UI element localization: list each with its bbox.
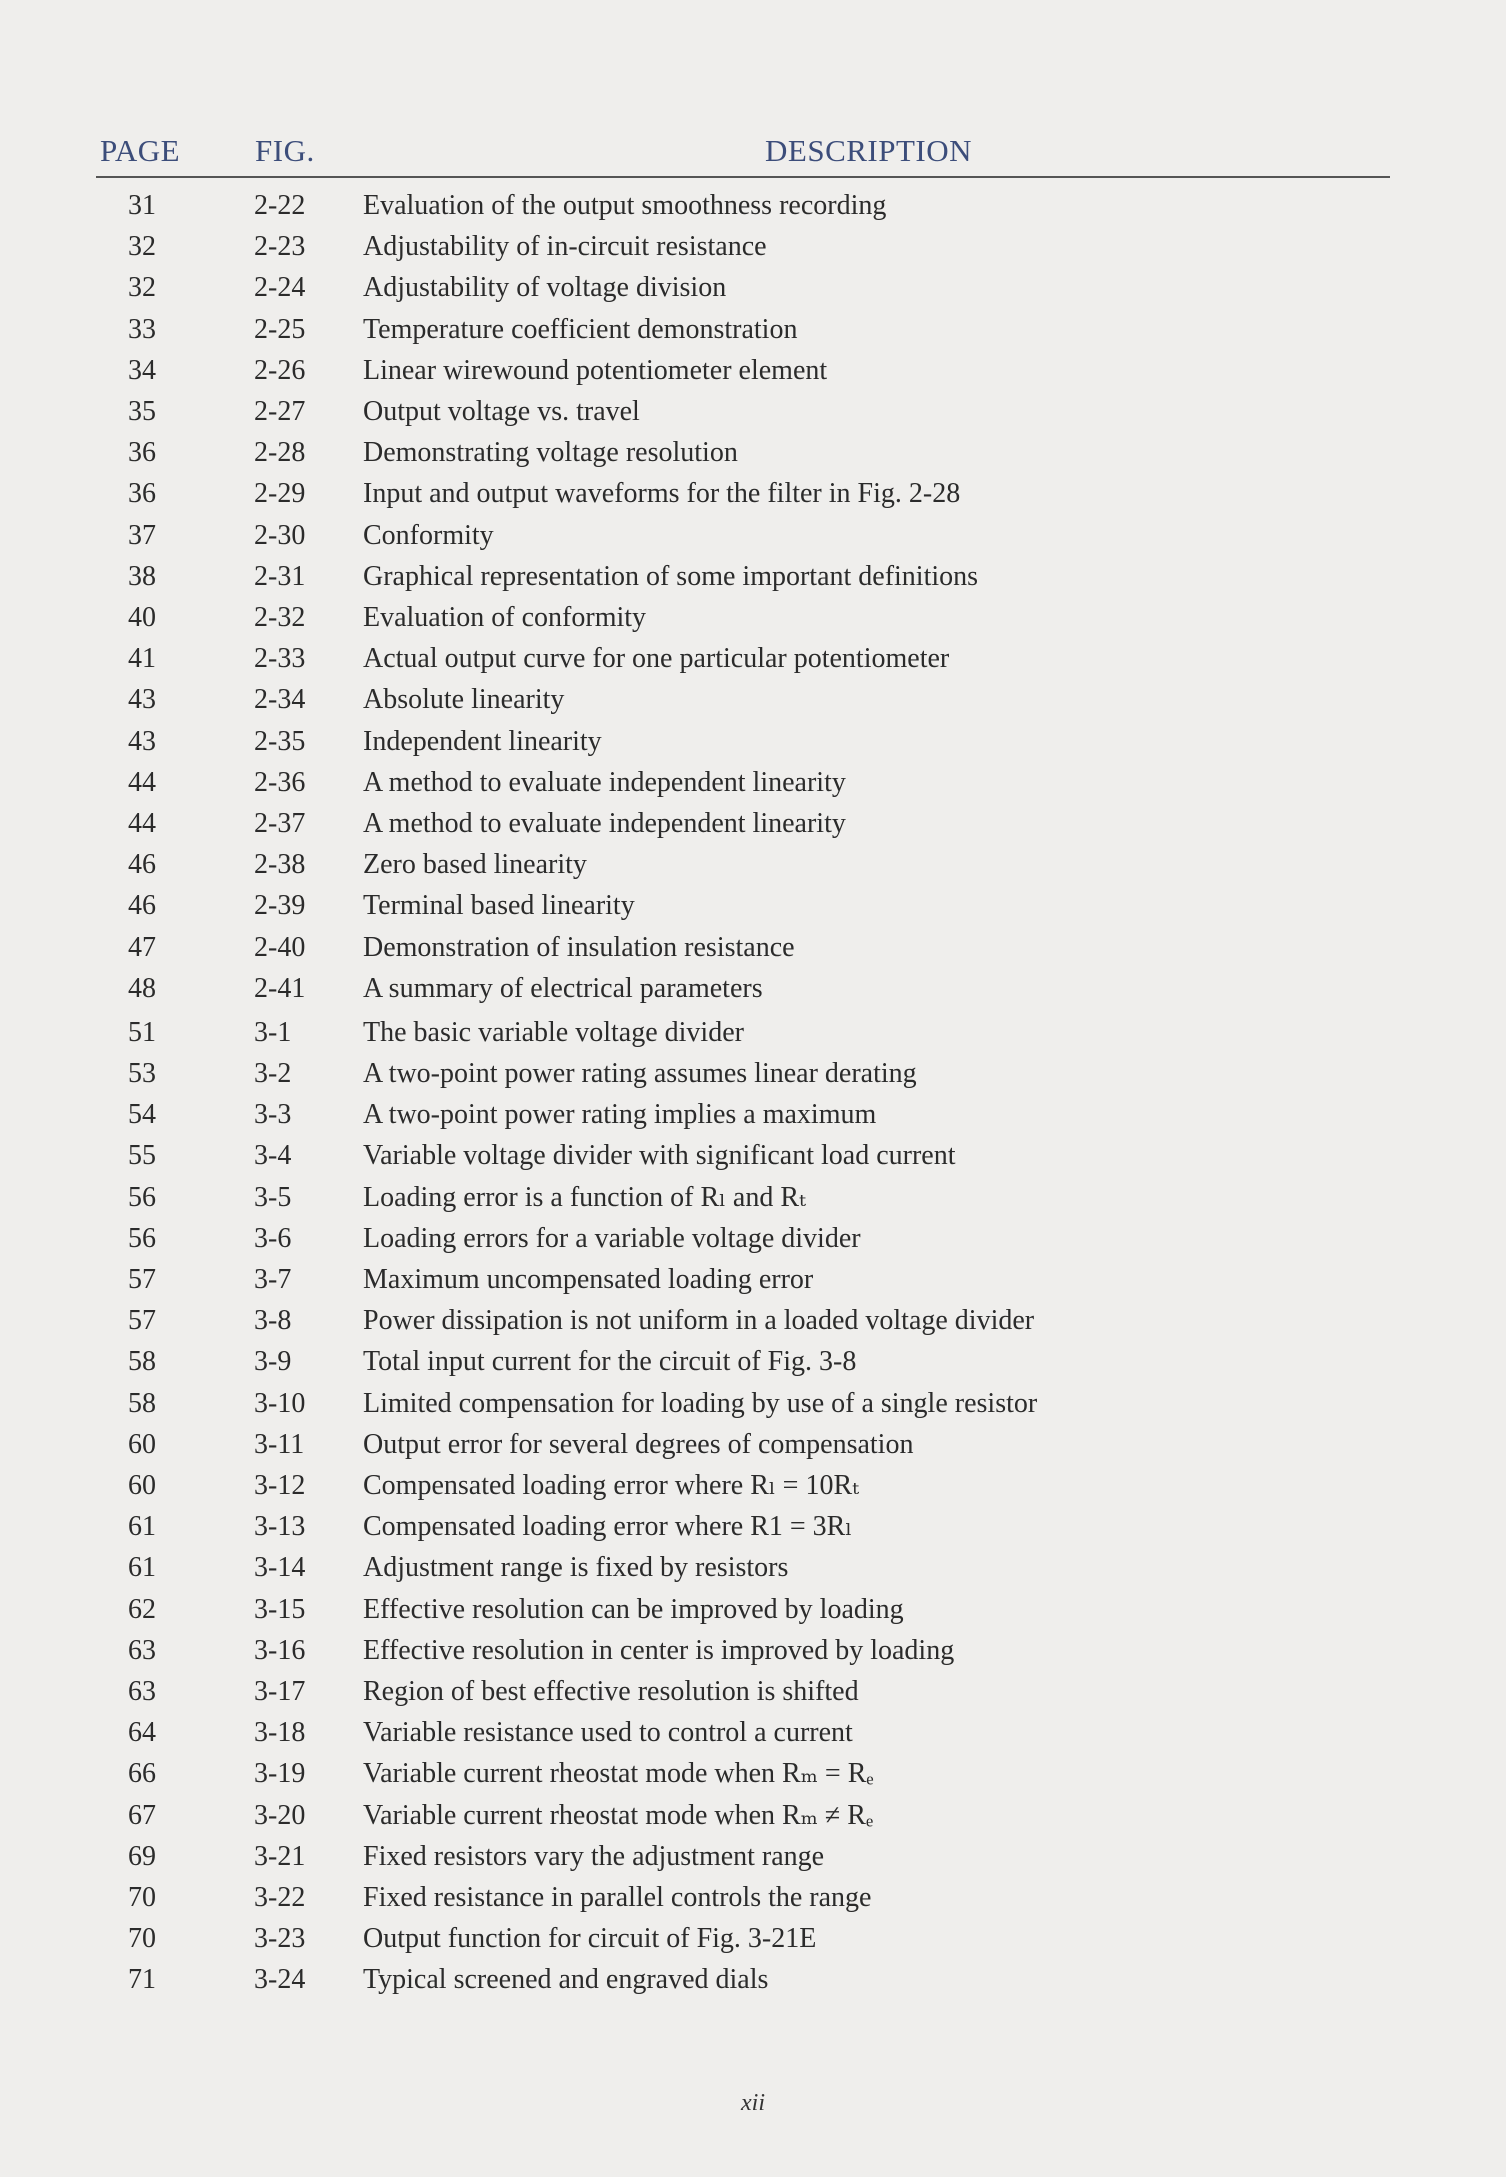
row-page: 54: [128, 1099, 156, 1131]
row-fig: 3-12: [254, 1470, 306, 1501]
row-description: Effective resolution can be improved by loading: [363, 1593, 904, 1625]
row-description: Fixed resistance in parallel controls the range: [363, 1882, 872, 1913]
row-page: 40: [128, 602, 156, 633]
table-row: [0, 1836, 1506, 1878]
row-description: A summary of electrical parameters: [363, 972, 763, 1004]
row-fig: 2-24: [254, 272, 306, 304]
row-description: Limited compensation for loading by use of a single resistor: [363, 1387, 1038, 1419]
row-fig: 2-30: [254, 519, 306, 551]
row-page: 43: [128, 725, 156, 757]
row-page: 32: [128, 231, 156, 263]
row-description: Fixed resistors vary the adjustment range: [363, 1840, 825, 1872]
table-row: [0, 679, 1506, 721]
row-description: Temperature coefficient demonstration: [363, 313, 798, 345]
row-page: 57: [128, 1305, 156, 1337]
row-description: Absolute linearity: [363, 684, 565, 716]
row-page: 34: [128, 354, 156, 386]
row-fig: 3-20: [254, 1799, 306, 1831]
header-rule: [96, 176, 1390, 178]
row-description: Output error for several degrees of compensation: [363, 1428, 914, 1460]
row-description: Typical screened and engraved dials: [363, 1964, 769, 1996]
table-row: [0, 1465, 1506, 1507]
table-row: [0, 515, 1506, 557]
row-fig: 2-23: [254, 231, 306, 263]
row-description: A two-point power rating assumes linear derating: [363, 1058, 917, 1089]
table-row: [0, 432, 1506, 474]
row-description: A method to evaluate independent linearity: [363, 808, 846, 839]
row-page: 47: [128, 931, 156, 963]
row-page: 46: [128, 849, 156, 881]
row-page: 36: [128, 478, 156, 510]
row-description: Output function for circuit of Fig. 3-21E: [363, 1923, 817, 1955]
row-fig: 2-39: [254, 890, 306, 922]
row-fig: 3-4: [254, 1140, 292, 1172]
row-fig: 3-22: [254, 1882, 306, 1913]
table-row: [0, 473, 1506, 515]
row-description: Maximum uncompensated loading error: [363, 1264, 814, 1295]
table-row: [0, 1053, 1506, 1095]
row-description: The basic variable voltage divider: [363, 1016, 744, 1048]
row-page: 56: [128, 1222, 156, 1254]
table-row: [0, 1753, 1506, 1795]
page-number: xii: [741, 2090, 765, 2116]
row-fig: 3-3: [254, 1099, 292, 1131]
row-description: Demonstrating voltage resolution: [363, 437, 738, 469]
row-page: 46: [128, 890, 156, 922]
row-fig: 3-2: [254, 1058, 292, 1089]
table-row: [0, 885, 1506, 927]
table-row: [0, 267, 1506, 309]
row-page: 57: [128, 1264, 156, 1295]
row-page: 36: [128, 437, 156, 469]
row-description: Graphical representation of some important definitions: [363, 560, 979, 592]
row-page: 62: [128, 1593, 156, 1625]
row-description: Loading errors for a variable voltage divider: [363, 1222, 861, 1254]
row-page: 44: [128, 766, 156, 798]
row-description: Compensated loading error where Rₗ = 10Rₜ: [363, 1470, 860, 1501]
row-page: 60: [128, 1428, 156, 1460]
row-page: 35: [128, 396, 156, 427]
table-row: [0, 1589, 1506, 1631]
table-header: [0, 133, 1506, 173]
row-description: Terminal based linearity: [363, 890, 635, 922]
row-page: 63: [128, 1676, 156, 1707]
row-page: 41: [128, 643, 156, 675]
row-page: 69: [128, 1840, 156, 1872]
table-row: [0, 803, 1506, 845]
row-description: Total input current for the circuit of Fig. 3-8: [363, 1346, 857, 1378]
row-description: Variable current rheostat mode when Rₘ ≠ Rₑ: [363, 1799, 874, 1831]
row-description: Evaluation of conformity: [363, 602, 647, 633]
row-page: 67: [128, 1799, 156, 1831]
table-row: [0, 1012, 1506, 1054]
row-page: 66: [128, 1758, 156, 1790]
row-page: 56: [128, 1181, 156, 1213]
table-row: [0, 927, 1506, 969]
row-fig: 3-23: [254, 1923, 306, 1955]
table-row: [0, 1424, 1506, 1466]
table-row: [0, 185, 1506, 227]
row-page: 33: [128, 313, 156, 345]
row-fig: 2-29: [254, 478, 306, 510]
row-description: Adjustment range is fixed by resistors: [363, 1552, 789, 1584]
row-page: 48: [128, 972, 156, 1004]
row-fig: 2-40: [254, 931, 306, 963]
table-row: [0, 1877, 1506, 1919]
table-row: [0, 350, 1506, 392]
row-page: 61: [128, 1511, 156, 1543]
row-fig: 3-6: [254, 1222, 292, 1254]
table-row: [0, 391, 1506, 433]
table-row: [0, 721, 1506, 763]
table-row: [0, 1135, 1506, 1177]
row-fig: 3-9: [254, 1346, 292, 1378]
table-row: [0, 556, 1506, 598]
row-fig: 2-25: [254, 313, 306, 345]
row-description: Loading error is a function of Rₗ and Rₜ: [363, 1181, 806, 1213]
table-row: [0, 1259, 1506, 1301]
table-row: [0, 1218, 1506, 1260]
row-page: 55: [128, 1140, 156, 1172]
row-fig: 3-21: [254, 1840, 306, 1872]
row-page: 61: [128, 1552, 156, 1584]
table-row: [0, 1671, 1506, 1713]
row-page: 63: [128, 1634, 156, 1666]
row-description: A method to evaluate independent linearity: [363, 766, 846, 798]
row-page: 64: [128, 1717, 156, 1749]
row-description: Actual output curve for one particular potentiometer: [363, 643, 950, 675]
row-description: Adjustability of voltage division: [363, 272, 727, 304]
row-description: Zero based linearity: [363, 849, 587, 881]
row-fig: 2-37: [254, 808, 306, 839]
table-row: [0, 1300, 1506, 1342]
table-row: [0, 1383, 1506, 1425]
row-fig: 3-14: [254, 1552, 306, 1584]
row-fig: 2-22: [254, 190, 306, 221]
table-row: [0, 1341, 1506, 1383]
row-fig: 3-19: [254, 1758, 306, 1790]
row-fig: 2-34: [254, 684, 306, 716]
row-fig: 2-41: [254, 972, 306, 1004]
row-fig: 3-16: [254, 1634, 306, 1666]
row-fig: 3-8: [254, 1305, 292, 1337]
table-row: [0, 1094, 1506, 1136]
row-page: 70: [128, 1882, 156, 1913]
table-row: [0, 968, 1506, 1010]
table-row: [0, 1547, 1506, 1589]
table-row: [0, 1959, 1506, 2001]
row-fig: 3-17: [254, 1676, 306, 1707]
table-row: [0, 638, 1506, 680]
row-page: 70: [128, 1923, 156, 1955]
row-description: Variable resistance used to control a current: [363, 1717, 853, 1749]
row-fig: 3-13: [254, 1511, 306, 1543]
row-fig: 2-31: [254, 560, 306, 592]
table-row: [0, 226, 1506, 268]
table-row: [0, 844, 1506, 886]
table-row: [0, 1177, 1506, 1219]
row-page: 32: [128, 272, 156, 304]
table-row: [0, 1630, 1506, 1672]
row-page: 71: [128, 1964, 156, 1996]
row-page: 60: [128, 1470, 156, 1501]
row-description: Input and output waveforms for the filter in Fig. 2-28: [363, 478, 961, 510]
row-fig: 3-24: [254, 1964, 306, 1996]
row-description: Region of best effective resolution is shifted: [363, 1676, 859, 1707]
table-row: [0, 762, 1506, 804]
table-row: [0, 1506, 1506, 1548]
row-fig: 2-36: [254, 766, 306, 798]
row-page: 58: [128, 1346, 156, 1378]
row-fig: 2-32: [254, 602, 306, 633]
row-page: 37: [128, 519, 156, 551]
header-fig: FIG.: [255, 133, 315, 168]
row-description: Compensated loading error where R1 = 3Rₗ: [363, 1511, 853, 1543]
row-page: 53: [128, 1058, 156, 1089]
row-page: 44: [128, 808, 156, 839]
table-row: [0, 597, 1506, 639]
table-row: [0, 309, 1506, 351]
row-description: Demonstration of insulation resistance: [363, 931, 795, 963]
row-description: A two-point power rating implies a maximum: [363, 1099, 877, 1131]
row-fig: 3-7: [254, 1264, 292, 1295]
row-fig: 2-28: [254, 437, 306, 469]
header-description: DESCRIPTION: [765, 133, 973, 168]
row-description: Conformity: [363, 519, 494, 551]
row-fig: 3-15: [254, 1593, 306, 1625]
row-fig: 2-35: [254, 725, 306, 757]
row-fig: 2-38: [254, 849, 306, 881]
table-row: [0, 1918, 1506, 1960]
row-description: Output voltage vs. travel: [363, 396, 640, 427]
row-page: 58: [128, 1387, 156, 1419]
table-row: [0, 1712, 1506, 1754]
row-fig: 3-11: [254, 1428, 305, 1460]
row-description: Variable current rheostat mode when Rₘ = Rₑ: [363, 1758, 874, 1790]
row-page: 43: [128, 684, 156, 716]
row-description: Variable voltage divider with significant load current: [363, 1140, 956, 1172]
row-fig: 3-5: [254, 1181, 292, 1213]
row-description: Linear wirewound potentiometer element: [363, 354, 828, 386]
row-fig: 3-18: [254, 1717, 306, 1749]
table-row: [0, 1795, 1506, 1837]
row-description: Power dissipation is not uniform in a loaded voltage divider: [363, 1305, 1035, 1337]
row-description: Effective resolution in center is improved by loading: [363, 1634, 955, 1666]
row-fig: 2-26: [254, 354, 306, 386]
row-description: Independent linearity: [363, 725, 602, 757]
row-fig: 3-1: [254, 1016, 292, 1048]
row-fig: 2-33: [254, 643, 306, 675]
row-fig: 2-27: [254, 396, 306, 427]
row-page: 51: [128, 1016, 156, 1048]
row-page: 38: [128, 560, 156, 592]
header-page: PAGE: [100, 133, 181, 168]
row-page: 31: [128, 190, 156, 221]
row-description: Adjustability of in-circuit resistance: [363, 231, 767, 263]
row-description: Evaluation of the output smoothness recording: [363, 190, 887, 221]
row-fig: 3-10: [254, 1387, 306, 1419]
